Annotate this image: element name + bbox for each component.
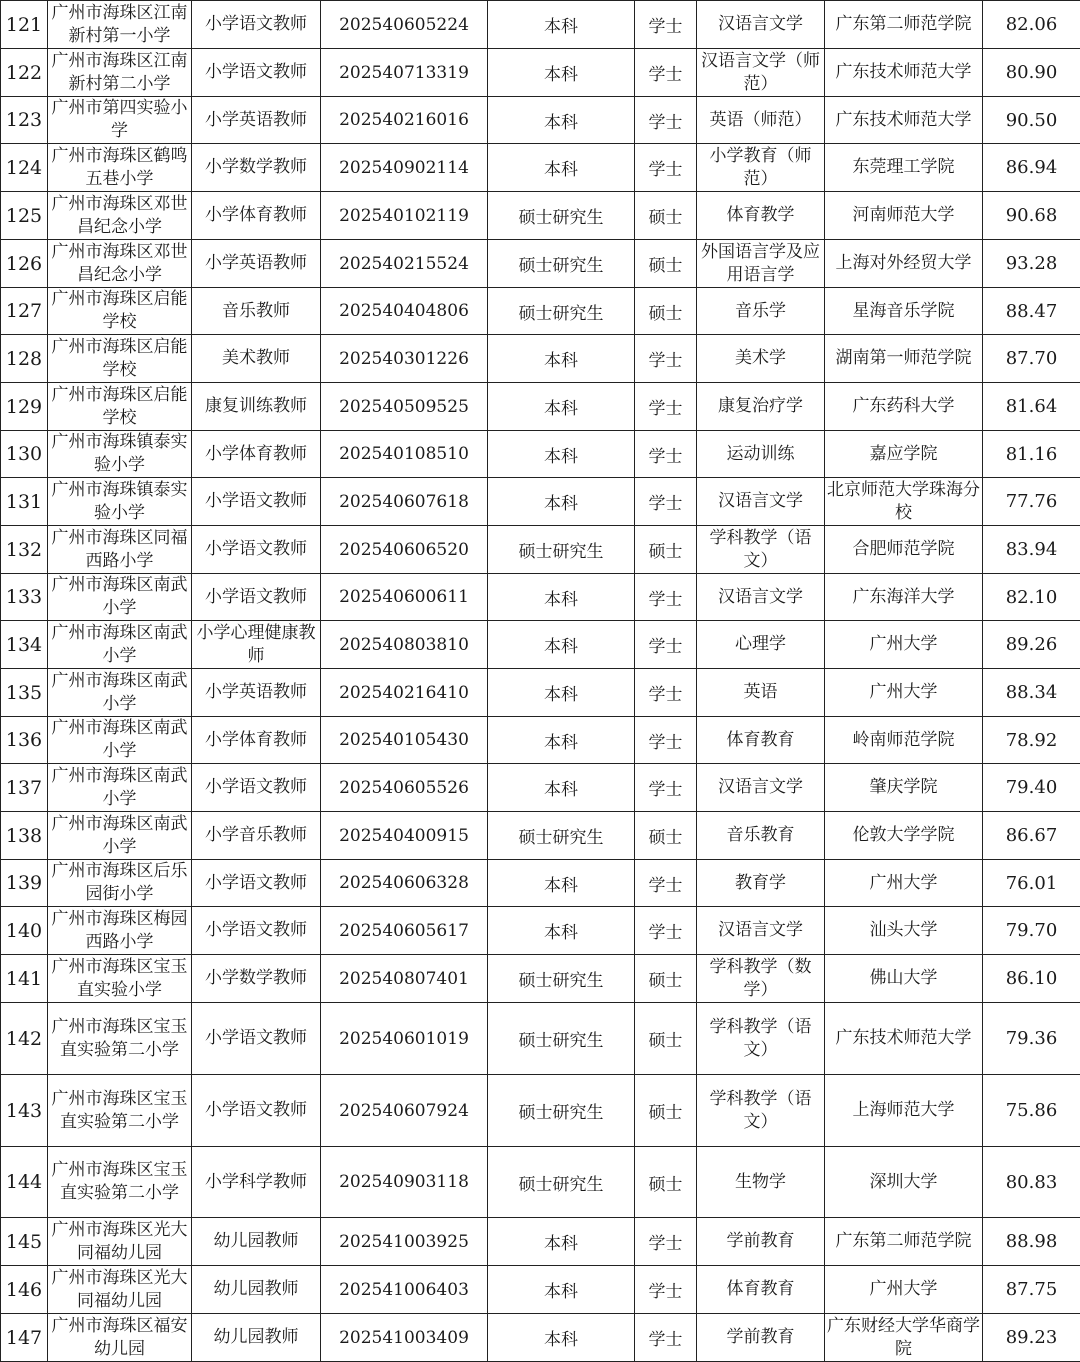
- table-row: [1, 383, 1080, 431]
- school-name-cell: 广州市海珠区宝玉直实验第二小学: [48, 1147, 192, 1218]
- education-level-cell: 本科: [488, 907, 635, 955]
- degree-cell: 学士: [635, 49, 697, 97]
- table-row: [1, 812, 1080, 860]
- degree-cell: 学士: [635, 431, 697, 478]
- row-number-cell: 144: [1, 1147, 48, 1218]
- table-row: [1, 621, 1080, 669]
- degree-cell: 学士: [635, 764, 697, 812]
- exam-number-cell: 202540605617: [321, 907, 488, 955]
- major-cell: 音乐教育: [697, 812, 825, 860]
- school-name-cell: 广州市海珠区江南新村第二小学: [48, 49, 192, 97]
- degree-cell: 学士: [635, 144, 697, 192]
- total-score-cell: 90.68: [983, 192, 1080, 240]
- school-name-cell: 广州市海珠区启能学校: [48, 335, 192, 383]
- major-cell: 音乐学: [697, 288, 825, 335]
- post-name-cell: 小学语文教师: [192, 764, 321, 812]
- school-name-cell: 广州市海珠区南武小学: [48, 812, 192, 860]
- row-number-cell: 142: [1, 1003, 48, 1075]
- major-cell: 学科教学（语文）: [697, 1003, 825, 1075]
- post-name-cell: 小学英语教师: [192, 669, 321, 717]
- total-score-cell: 79.70: [983, 907, 1080, 955]
- degree-cell: 学士: [635, 860, 697, 907]
- row-number-cell: 130: [1, 431, 48, 478]
- exam-number-cell: 202540509525: [321, 383, 488, 431]
- degree-cell: 硕士: [635, 812, 697, 860]
- education-level-cell: 硕士研究生: [488, 955, 635, 1003]
- row-number-cell: 145: [1, 1218, 48, 1266]
- major-cell: 学科教学（语文）: [697, 1075, 825, 1147]
- university-cell: 广州大学: [825, 860, 983, 907]
- post-name-cell: 小学数学教师: [192, 144, 321, 192]
- degree-cell: 学士: [635, 621, 697, 669]
- total-score-cell: 88.34: [983, 669, 1080, 717]
- table-row: [1, 431, 1080, 478]
- major-cell: 体育教学: [697, 192, 825, 240]
- exam-number-cell: 202540607924: [321, 1075, 488, 1147]
- row-number-cell: 146: [1, 1266, 48, 1314]
- major-cell: 英语（师范）: [697, 97, 825, 144]
- university-cell: 北京师范大学珠海分校: [825, 478, 983, 526]
- major-cell: 外国语言学及应用语言学: [697, 240, 825, 288]
- university-cell: 广东药科大学: [825, 383, 983, 431]
- exam-number-cell: 202540601019: [321, 1003, 488, 1075]
- education-level-cell: 本科: [488, 717, 635, 764]
- school-name-cell: 广州市海珠区南武小学: [48, 717, 192, 764]
- education-level-cell: 本科: [488, 764, 635, 812]
- post-name-cell: 小学音乐教师: [192, 812, 321, 860]
- total-score-cell: 82.06: [983, 1, 1080, 49]
- university-cell: 广东第二师范学院: [825, 1, 983, 49]
- education-level-cell: 硕士研究生: [488, 1147, 635, 1218]
- university-cell: 星海音乐学院: [825, 288, 983, 335]
- major-cell: 汉语言文学（师范）: [697, 49, 825, 97]
- row-number-cell: 123: [1, 97, 48, 144]
- degree-cell: 硕士: [635, 955, 697, 1003]
- degree-cell: 硕士: [635, 1147, 697, 1218]
- table-row: [1, 860, 1080, 907]
- row-number-cell: 132: [1, 526, 48, 574]
- university-cell: 肇庆学院: [825, 764, 983, 812]
- total-score-cell: 87.70: [983, 335, 1080, 383]
- major-cell: 体育教育: [697, 1266, 825, 1314]
- degree-cell: 硕士: [635, 1003, 697, 1075]
- row-number-cell: 139: [1, 860, 48, 907]
- education-level-cell: 本科: [488, 1266, 635, 1314]
- exam-number-cell: 202540400915: [321, 812, 488, 860]
- major-cell: 汉语言文学: [697, 574, 825, 621]
- school-name-cell: 广州市海珠区启能学校: [48, 383, 192, 431]
- university-cell: 广东第二师范学院: [825, 1218, 983, 1266]
- education-level-cell: 硕士研究生: [488, 240, 635, 288]
- row-number-cell: 126: [1, 240, 48, 288]
- total-score-cell: 86.67: [983, 812, 1080, 860]
- major-cell: 学科教学（数学）: [697, 955, 825, 1003]
- degree-cell: 学士: [635, 335, 697, 383]
- total-score-cell: 82.10: [983, 574, 1080, 621]
- post-name-cell: 幼儿园教师: [192, 1218, 321, 1266]
- degree-cell: 学士: [635, 1314, 697, 1362]
- education-level-cell: 本科: [488, 335, 635, 383]
- post-name-cell: 音乐教师: [192, 288, 321, 335]
- education-level-cell: 本科: [488, 574, 635, 621]
- education-level-cell: 本科: [488, 383, 635, 431]
- education-level-cell: 本科: [488, 97, 635, 144]
- exam-number-cell: 202540600611: [321, 574, 488, 621]
- table-row: [1, 1, 1080, 49]
- exam-number-cell: 202540605224: [321, 1, 488, 49]
- exam-number-cell: 202540216410: [321, 669, 488, 717]
- school-name-cell: 广州市海珠区启能学校: [48, 288, 192, 335]
- university-cell: 佛山大学: [825, 955, 983, 1003]
- major-cell: 美术学: [697, 335, 825, 383]
- total-score-cell: 79.36: [983, 1003, 1080, 1075]
- total-score-cell: 88.47: [983, 288, 1080, 335]
- university-cell: 广州大学: [825, 1266, 983, 1314]
- major-cell: 生物学: [697, 1147, 825, 1218]
- education-level-cell: 本科: [488, 1218, 635, 1266]
- degree-cell: 学士: [635, 383, 697, 431]
- exam-number-cell: 202541006403: [321, 1266, 488, 1314]
- total-score-cell: 89.23: [983, 1314, 1080, 1362]
- table-row: [1, 574, 1080, 621]
- exam-number-cell: 202540404806: [321, 288, 488, 335]
- exam-number-cell: 202540713319: [321, 49, 488, 97]
- degree-cell: 硕士: [635, 240, 697, 288]
- education-level-cell: 硕士研究生: [488, 1075, 635, 1147]
- major-cell: 学科教学（语文）: [697, 526, 825, 574]
- school-name-cell: 广州市海珠区南武小学: [48, 574, 192, 621]
- education-level-cell: 本科: [488, 669, 635, 717]
- degree-cell: 学士: [635, 1266, 697, 1314]
- education-level-cell: 硕士研究生: [488, 192, 635, 240]
- school-name-cell: 广州市海珠区福安幼儿园: [48, 1314, 192, 1362]
- row-number-cell: 131: [1, 478, 48, 526]
- exam-number-cell: 202540215524: [321, 240, 488, 288]
- exam-number-cell: 202540803810: [321, 621, 488, 669]
- major-cell: 汉语言文学: [697, 478, 825, 526]
- total-score-cell: 93.28: [983, 240, 1080, 288]
- post-name-cell: 小学科学教师: [192, 1147, 321, 1218]
- row-number-cell: 134: [1, 621, 48, 669]
- table-row: [1, 240, 1080, 288]
- table-row: [1, 955, 1080, 1003]
- university-cell: 广东海洋大学: [825, 574, 983, 621]
- university-cell: 广东技术师范大学: [825, 49, 983, 97]
- post-name-cell: 幼儿园教师: [192, 1266, 321, 1314]
- table-body: [1, 1, 1080, 1362]
- major-cell: 康复治疗学: [697, 383, 825, 431]
- total-score-cell: 78.92: [983, 717, 1080, 764]
- total-score-cell: 75.86: [983, 1075, 1080, 1147]
- row-number-cell: 136: [1, 717, 48, 764]
- row-number-cell: 121: [1, 1, 48, 49]
- post-name-cell: 美术教师: [192, 335, 321, 383]
- post-name-cell: 小学英语教师: [192, 97, 321, 144]
- school-name-cell: 广州市海珠镇泰实验小学: [48, 478, 192, 526]
- total-score-cell: 87.75: [983, 1266, 1080, 1314]
- major-cell: 心理学: [697, 621, 825, 669]
- exam-number-cell: 202540108510: [321, 431, 488, 478]
- row-number-cell: 147: [1, 1314, 48, 1362]
- table-row: [1, 764, 1080, 812]
- exam-number-cell: 202541003409: [321, 1314, 488, 1362]
- total-score-cell: 88.98: [983, 1218, 1080, 1266]
- exam-number-cell: 202540902114: [321, 144, 488, 192]
- total-score-cell: 79.40: [983, 764, 1080, 812]
- table-row: [1, 1075, 1080, 1147]
- degree-cell: 学士: [635, 97, 697, 144]
- university-cell: 广东技术师范大学: [825, 97, 983, 144]
- table-row: [1, 717, 1080, 764]
- post-name-cell: 小学体育教师: [192, 431, 321, 478]
- degree-cell: 硕士: [635, 526, 697, 574]
- degree-cell: 硕士: [635, 288, 697, 335]
- post-name-cell: 小学体育教师: [192, 717, 321, 764]
- education-level-cell: 硕士研究生: [488, 288, 635, 335]
- row-number-cell: 143: [1, 1075, 48, 1147]
- exam-number-cell: 202540606328: [321, 860, 488, 907]
- education-level-cell: 本科: [488, 1314, 635, 1362]
- table-row: [1, 49, 1080, 97]
- major-cell: 汉语言文学: [697, 764, 825, 812]
- row-number-cell: 122: [1, 49, 48, 97]
- school-name-cell: 广州市海珠区邓世昌纪念小学: [48, 240, 192, 288]
- school-name-cell: 广州市海珠区南武小学: [48, 621, 192, 669]
- degree-cell: 学士: [635, 1, 697, 49]
- total-score-cell: 80.90: [983, 49, 1080, 97]
- university-cell: 伦敦大学学院: [825, 812, 983, 860]
- major-cell: 英语: [697, 669, 825, 717]
- school-name-cell: 广州市海珠区后乐园街小学: [48, 860, 192, 907]
- school-name-cell: 广州市海珠区光大同福幼儿园: [48, 1218, 192, 1266]
- university-cell: 上海师范大学: [825, 1075, 983, 1147]
- university-cell: 上海对外经贸大学: [825, 240, 983, 288]
- post-name-cell: 小学语文教师: [192, 1075, 321, 1147]
- degree-cell: 学士: [635, 1218, 697, 1266]
- degree-cell: 学士: [635, 574, 697, 621]
- education-level-cell: 本科: [488, 621, 635, 669]
- total-score-cell: 81.64: [983, 383, 1080, 431]
- education-level-cell: 本科: [488, 431, 635, 478]
- exam-number-cell: 202540606520: [321, 526, 488, 574]
- school-name-cell: 广州市第四实验小学: [48, 97, 192, 144]
- table-row: [1, 478, 1080, 526]
- table-row: [1, 192, 1080, 240]
- table-row: [1, 526, 1080, 574]
- post-name-cell: 小学心理健康教师: [192, 621, 321, 669]
- major-cell: 运动训练: [697, 431, 825, 478]
- school-name-cell: 广州市海珠区同福西路小学: [48, 526, 192, 574]
- table-row: [1, 1266, 1080, 1314]
- degree-cell: 学士: [635, 478, 697, 526]
- degree-cell: 学士: [635, 717, 697, 764]
- major-cell: 小学教育（师范）: [697, 144, 825, 192]
- major-cell: 教育学: [697, 860, 825, 907]
- school-name-cell: 广州市海珠区光大同福幼儿园: [48, 1266, 192, 1314]
- row-number-cell: 125: [1, 192, 48, 240]
- post-name-cell: 小学数学教师: [192, 955, 321, 1003]
- table-row: [1, 97, 1080, 144]
- school-name-cell: 广州市海珠区鹤鸣五巷小学: [48, 144, 192, 192]
- education-level-cell: 硕士研究生: [488, 526, 635, 574]
- row-number-cell: 127: [1, 288, 48, 335]
- university-cell: 东莞理工学院: [825, 144, 983, 192]
- row-number-cell: 133: [1, 574, 48, 621]
- education-level-cell: 硕士研究生: [488, 812, 635, 860]
- exam-number-cell: 202540105430: [321, 717, 488, 764]
- post-name-cell: 小学语文教师: [192, 478, 321, 526]
- education-level-cell: 本科: [488, 860, 635, 907]
- row-number-cell: 128: [1, 335, 48, 383]
- exam-number-cell: 202540605526: [321, 764, 488, 812]
- major-cell: 学前教育: [697, 1218, 825, 1266]
- post-name-cell: 小学语文教师: [192, 526, 321, 574]
- post-name-cell: 幼儿园教师: [192, 1314, 321, 1362]
- major-cell: 汉语言文学: [697, 907, 825, 955]
- table-row: [1, 335, 1080, 383]
- total-score-cell: 83.94: [983, 526, 1080, 574]
- school-name-cell: 广州市海珠区南武小学: [48, 669, 192, 717]
- table-row: [1, 1147, 1080, 1218]
- school-name-cell: 广州市海珠区宝玉直实验小学: [48, 955, 192, 1003]
- school-name-cell: 广州市海珠区邓世昌纪念小学: [48, 192, 192, 240]
- post-name-cell: 小学语文教师: [192, 907, 321, 955]
- education-level-cell: 本科: [488, 144, 635, 192]
- degree-cell: 学士: [635, 907, 697, 955]
- degree-cell: 学士: [635, 669, 697, 717]
- education-level-cell: 本科: [488, 49, 635, 97]
- total-score-cell: 86.94: [983, 144, 1080, 192]
- university-cell: 湖南第一师范学院: [825, 335, 983, 383]
- school-name-cell: 广州市海珠区宝玉直实验第二小学: [48, 1003, 192, 1075]
- degree-cell: 硕士: [635, 1075, 697, 1147]
- total-score-cell: 89.26: [983, 621, 1080, 669]
- school-name-cell: 广州市海珠区南武小学: [48, 764, 192, 812]
- major-cell: 学前教育: [697, 1314, 825, 1362]
- post-name-cell: 小学语文教师: [192, 1, 321, 49]
- table-row: [1, 144, 1080, 192]
- exam-number-cell: 202540807401: [321, 955, 488, 1003]
- table-row: [1, 288, 1080, 335]
- table-row: [1, 907, 1080, 955]
- university-cell: 广州大学: [825, 621, 983, 669]
- row-number-cell: 137: [1, 764, 48, 812]
- table-row: [1, 1218, 1080, 1266]
- university-cell: 嘉应学院: [825, 431, 983, 478]
- education-level-cell: 本科: [488, 1, 635, 49]
- table-row: [1, 669, 1080, 717]
- total-score-cell: 76.01: [983, 860, 1080, 907]
- row-number-cell: 135: [1, 669, 48, 717]
- post-name-cell: 小学语文教师: [192, 49, 321, 97]
- school-name-cell: 广州市海珠区江南新村第一小学: [48, 1, 192, 49]
- education-level-cell: 本科: [488, 478, 635, 526]
- total-score-cell: 81.16: [983, 431, 1080, 478]
- post-name-cell: 小学语文教师: [192, 574, 321, 621]
- exam-number-cell: 202540216016: [321, 97, 488, 144]
- row-number-cell: 138: [1, 812, 48, 860]
- exam-number-cell: 202541003925: [321, 1218, 488, 1266]
- post-name-cell: 小学语文教师: [192, 860, 321, 907]
- row-number-cell: 141: [1, 955, 48, 1003]
- total-score-cell: 90.50: [983, 97, 1080, 144]
- degree-cell: 硕士: [635, 192, 697, 240]
- row-number-cell: 124: [1, 144, 48, 192]
- table-row: [1, 1003, 1080, 1075]
- exam-number-cell: 202540102119: [321, 192, 488, 240]
- university-cell: 广州大学: [825, 669, 983, 717]
- exam-number-cell: 202540903118: [321, 1147, 488, 1218]
- row-number-cell: 129: [1, 383, 48, 431]
- table-row: [1, 1314, 1080, 1362]
- total-score-cell: 86.10: [983, 955, 1080, 1003]
- university-cell: 岭南师范学院: [825, 717, 983, 764]
- university-cell: 汕头大学: [825, 907, 983, 955]
- school-name-cell: 广州市海珠区梅园西路小学: [48, 907, 192, 955]
- total-score-cell: 80.83: [983, 1147, 1080, 1218]
- row-number-cell: 140: [1, 907, 48, 955]
- school-name-cell: 广州市海珠镇泰实验小学: [48, 431, 192, 478]
- post-name-cell: 小学英语教师: [192, 240, 321, 288]
- university-cell: 广东财经大学华商学院: [825, 1314, 983, 1362]
- post-name-cell: 小学语文教师: [192, 1003, 321, 1075]
- university-cell: 合肥师范学院: [825, 526, 983, 574]
- post-name-cell: 小学体育教师: [192, 192, 321, 240]
- exam-number-cell: 202540607618: [321, 478, 488, 526]
- post-name-cell: 康复训练教师: [192, 383, 321, 431]
- education-level-cell: 硕士研究生: [488, 1003, 635, 1075]
- school-name-cell: 广州市海珠区宝玉直实验第二小学: [48, 1075, 192, 1147]
- major-cell: 汉语言文学: [697, 1, 825, 49]
- total-score-cell: 77.76: [983, 478, 1080, 526]
- university-cell: 深圳大学: [825, 1147, 983, 1218]
- university-cell: 广东技术师范大学: [825, 1003, 983, 1075]
- exam-number-cell: 202540301226: [321, 335, 488, 383]
- major-cell: 体育教育: [697, 717, 825, 764]
- university-cell: 河南师范大学: [825, 192, 983, 240]
